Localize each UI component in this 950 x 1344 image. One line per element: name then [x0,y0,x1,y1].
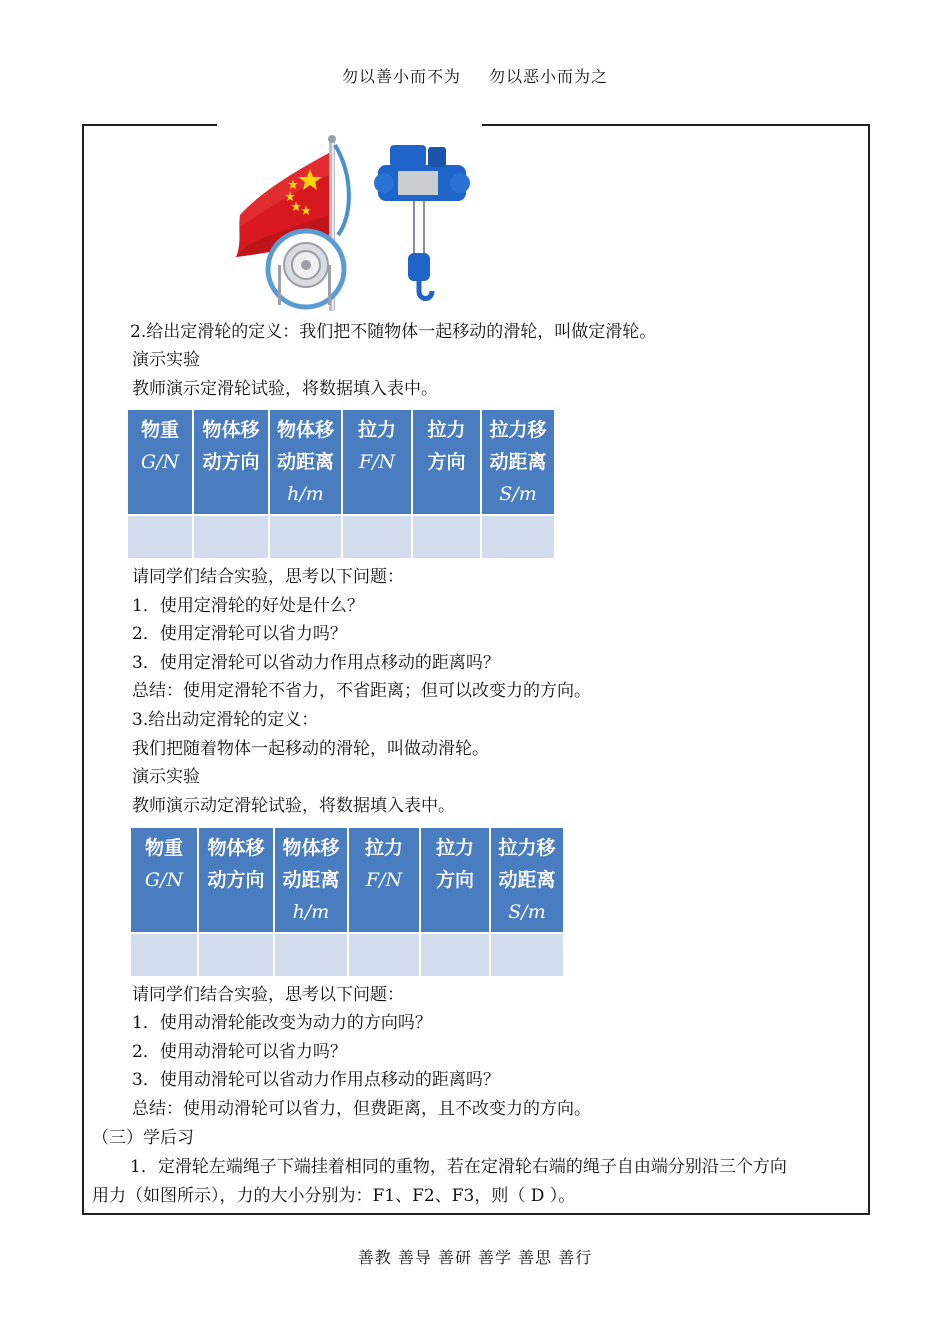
movable-demo-description: 教师演示动定滑轮试验，将数据填入表中。 [132,796,455,816]
movable-col-pull-direction: 拉力 方向 [421,828,489,932]
after-class-heading: （三）学后习 [92,1128,194,1148]
movable-data-row [131,934,563,976]
fixed-summary: 总结：使用定滑轮不省力，不省距离；但可以改变力的方向。 [132,681,591,701]
fixed-pulley-definition: 2.给出定滑轮的定义：我们把不随物体一起移动的滑轮，叫做定滑轮。 [130,322,657,342]
fixed-col-object-direction: 物体移 动方向 [194,410,268,514]
movable-cell-weight[interactable] [131,934,197,976]
footer-motto: 善教 善导 善研 善学 善思 善行 [357,1248,593,1267]
movable-pulley-data-table [129,826,565,978]
header-motto-left: 勿以善小而不为 [341,67,461,86]
fixed-col-pull-force: 拉力 F/N [343,410,411,514]
header-motto [0,64,950,87]
fixed-data-row [128,516,554,558]
movable-col-object-direction: 物体移 动方向 [199,828,273,932]
fixed-cell-pull-distance[interactable] [482,516,554,558]
fixed-cell-pull-force[interactable] [343,516,411,558]
header-motto-right: 勿以恶小而为之 [489,67,609,86]
movable-question-3: 3．使用动滑轮可以省动力作用点移动的距离吗？ [132,1070,500,1090]
movable-cell-object-direction[interactable] [199,934,273,976]
movable-demo-title: 演示实验 [132,767,200,787]
movable-cell-pull-force[interactable] [349,934,419,976]
movable-question-1: 1．使用动滑轮能改变为动力的方向吗？ [132,1013,432,1033]
fixed-pulley-data-table [126,408,556,560]
movable-cell-object-distance[interactable] [275,934,347,976]
movable-question-2: 2．使用动滑轮可以省力吗？ [132,1042,347,1062]
movable-col-pull-distance: 拉力移 动距离 S/m [491,828,563,932]
flag-pulley-icon [236,135,349,311]
movable-col-object-distance: 物体移 动距离 h/m [275,828,347,932]
fixed-prompt: 请同学们结合实验，思考以下问题： [132,567,404,587]
fixed-cell-object-direction[interactable] [194,516,268,558]
exercise-line-1: 1．定滑轮左端绳子下端挂着相同的重物，若在定滑轮右端的绳子自由端分别沿三个方向 [130,1157,787,1177]
fixed-demo-description: 教师演示定滑轮试验，将数据填入表中。 [132,379,438,399]
fixed-col-pull-direction: 拉力 方向 [413,410,480,514]
electric-hoist-icon [374,145,470,299]
fixed-cell-pull-direction[interactable] [413,516,480,558]
movable-col-pull-force: 拉力 F/N [349,828,419,932]
frame-top-border-right [482,124,868,126]
movable-col-weight: 物重 G/N [131,828,197,932]
movable-cell-pull-direction[interactable] [421,934,489,976]
exercise-line-2: 用力（如图所示），力的大小分别为：F1、F2、F3，则（ D ）。 [92,1186,576,1206]
fixed-cell-weight[interactable] [128,516,192,558]
fixed-question-3: 3．使用定滑轮可以省动力作用点移动的距离吗？ [132,653,500,673]
movable-definition-title: 3.给出动定滑轮的定义： [132,710,319,730]
pulley-pictures [228,135,478,313]
movable-definition: 我们把随着物体一起移动的滑轮，叫做动滑轮。 [132,739,489,759]
movable-prompt: 请同学们结合实验，思考以下问题： [132,985,404,1005]
fixed-demo-title: 演示实验 [132,350,200,370]
fixed-question-2: 2．使用定滑轮可以省力吗？ [132,624,347,644]
movable-cell-pull-distance[interactable] [491,934,563,976]
fixed-col-object-distance: 物体移 动距离 h/m [270,410,341,514]
frame-top-border-left [82,124,217,126]
fixed-col-pull-distance: 拉力移 动距离 S/m [482,410,554,514]
fixed-question-1: 1．使用定滑轮的好处是什么？ [132,596,364,616]
fixed-col-weight: 物重 G/N [128,410,192,514]
fixed-cell-object-distance[interactable] [270,516,341,558]
movable-summary: 总结：使用动滑轮可以省力，但费距离，且不改变力的方向。 [132,1099,591,1119]
